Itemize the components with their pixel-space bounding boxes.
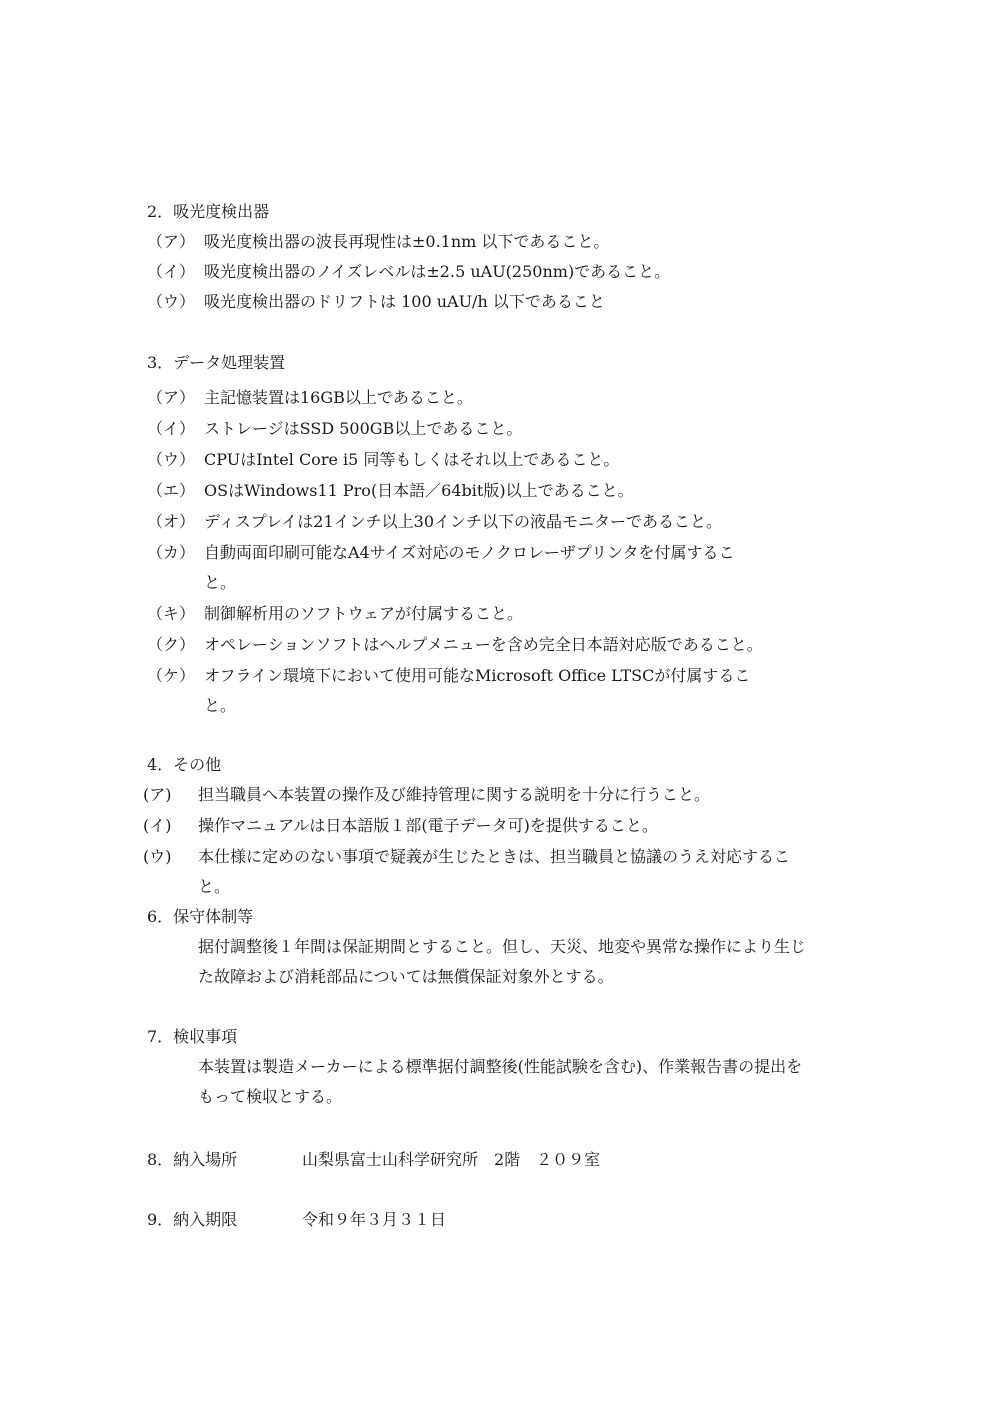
item-label: （ア） (147, 232, 196, 251)
item-text: 担当職員へ本装置の操作及び維持管理に関する説明を十分に行うこと。 (198, 785, 711, 804)
item-text-continuation: と。 (204, 573, 237, 592)
item-text-continuation: と。 (198, 877, 231, 896)
item-text: 操作マニュアルは日本語版１部(電子データ可)を提供すること。 (198, 816, 658, 835)
section-6-heading: 6．保守体制等 (147, 907, 254, 926)
section-4-heading: 4．その他 (147, 755, 222, 774)
section-7-heading: 7．検収事項 (147, 1027, 238, 1046)
section-3-heading: 3．データ処理装置 (147, 353, 286, 372)
item-text: 本仕様に定めのない事項で疑義が生じたときは、担当職員と協議のうえ対応するこ (198, 847, 791, 866)
item-text: 吸光度検出器のノイズレベルは±2.5 uAU(250nm)であること。 (204, 262, 671, 281)
item-text: ストレージはSSD 500GB以上であること。 (204, 419, 523, 438)
item-label: (ウ) (143, 847, 172, 866)
section-8-heading: 8．納入場所 (147, 1150, 238, 1169)
item-text: 吸光度検出器の波長再現性は±0.1nm 以下であること。 (204, 232, 610, 251)
item-text: 自動両面印刷可能なA4サイズ対応のモノクロレーザプリンタを付属するこ (204, 543, 735, 562)
item-label: （イ） (147, 419, 196, 438)
item-text: オフライン環境下において使用可能なMicrosoft Office LTSCが付属するこ (204, 666, 751, 685)
item-label: （エ） (147, 481, 196, 500)
item-text: オペレーションソフトはヘルプメニューを含め完全日本語対応版であること。 (204, 635, 763, 654)
item-label: (ア) (143, 785, 172, 804)
section-2-heading: 2．吸光度検出器 (147, 202, 270, 221)
item-label: （ク） (147, 635, 196, 654)
section-6-body-line: 据付調整後１年間は保証期間とすること。但し、天災、地変や異常な操作により生じ (198, 937, 807, 956)
item-label: （イ） (147, 262, 196, 281)
item-text: 制御解析用のソフトウェアが付属すること。 (204, 604, 524, 623)
item-label: （ア） (147, 388, 196, 407)
section-7-body-line: 本装置は製造メーカーによる標準据付調整後(性能試験を含む)、作業報告書の提出を (198, 1057, 803, 1076)
delivery-deadline: 令和９年３月３１日 (302, 1210, 447, 1229)
item-text: 吸光度検出器のドリフトは 100 uAU/h 以下であること (204, 292, 605, 311)
section-9-heading: 9．納入期限 (147, 1210, 238, 1229)
section-6-body-line: た故障および消耗部品については無償保証対象外とする。 (198, 967, 614, 986)
section-7-body-line: もって検収とする。 (198, 1087, 343, 1106)
item-label: （オ） (147, 512, 196, 531)
item-label: （ウ） (147, 450, 196, 469)
item-text: 主記憶装置は16GB以上であること。 (204, 388, 473, 407)
item-text: OSはWindows11 Pro(日本語／64bit版)以上であること。 (204, 481, 634, 500)
delivery-location: 山梨県富士山科学研究所 2階 ２０９室 (302, 1150, 601, 1169)
item-text-continuation: と。 (204, 696, 237, 715)
item-text: ディスプレイは21インチ以上30インチ以下の液晶モニターであること。 (204, 512, 722, 531)
item-label: （ケ） (147, 666, 196, 685)
item-label: （ウ） (147, 292, 196, 311)
item-label: (イ) (143, 816, 172, 835)
item-label: （キ） (147, 604, 196, 623)
item-label: （カ） (147, 543, 196, 562)
item-text: CPUはIntel Core i5 同等もしくはそれ以上であること。 (204, 450, 620, 469)
